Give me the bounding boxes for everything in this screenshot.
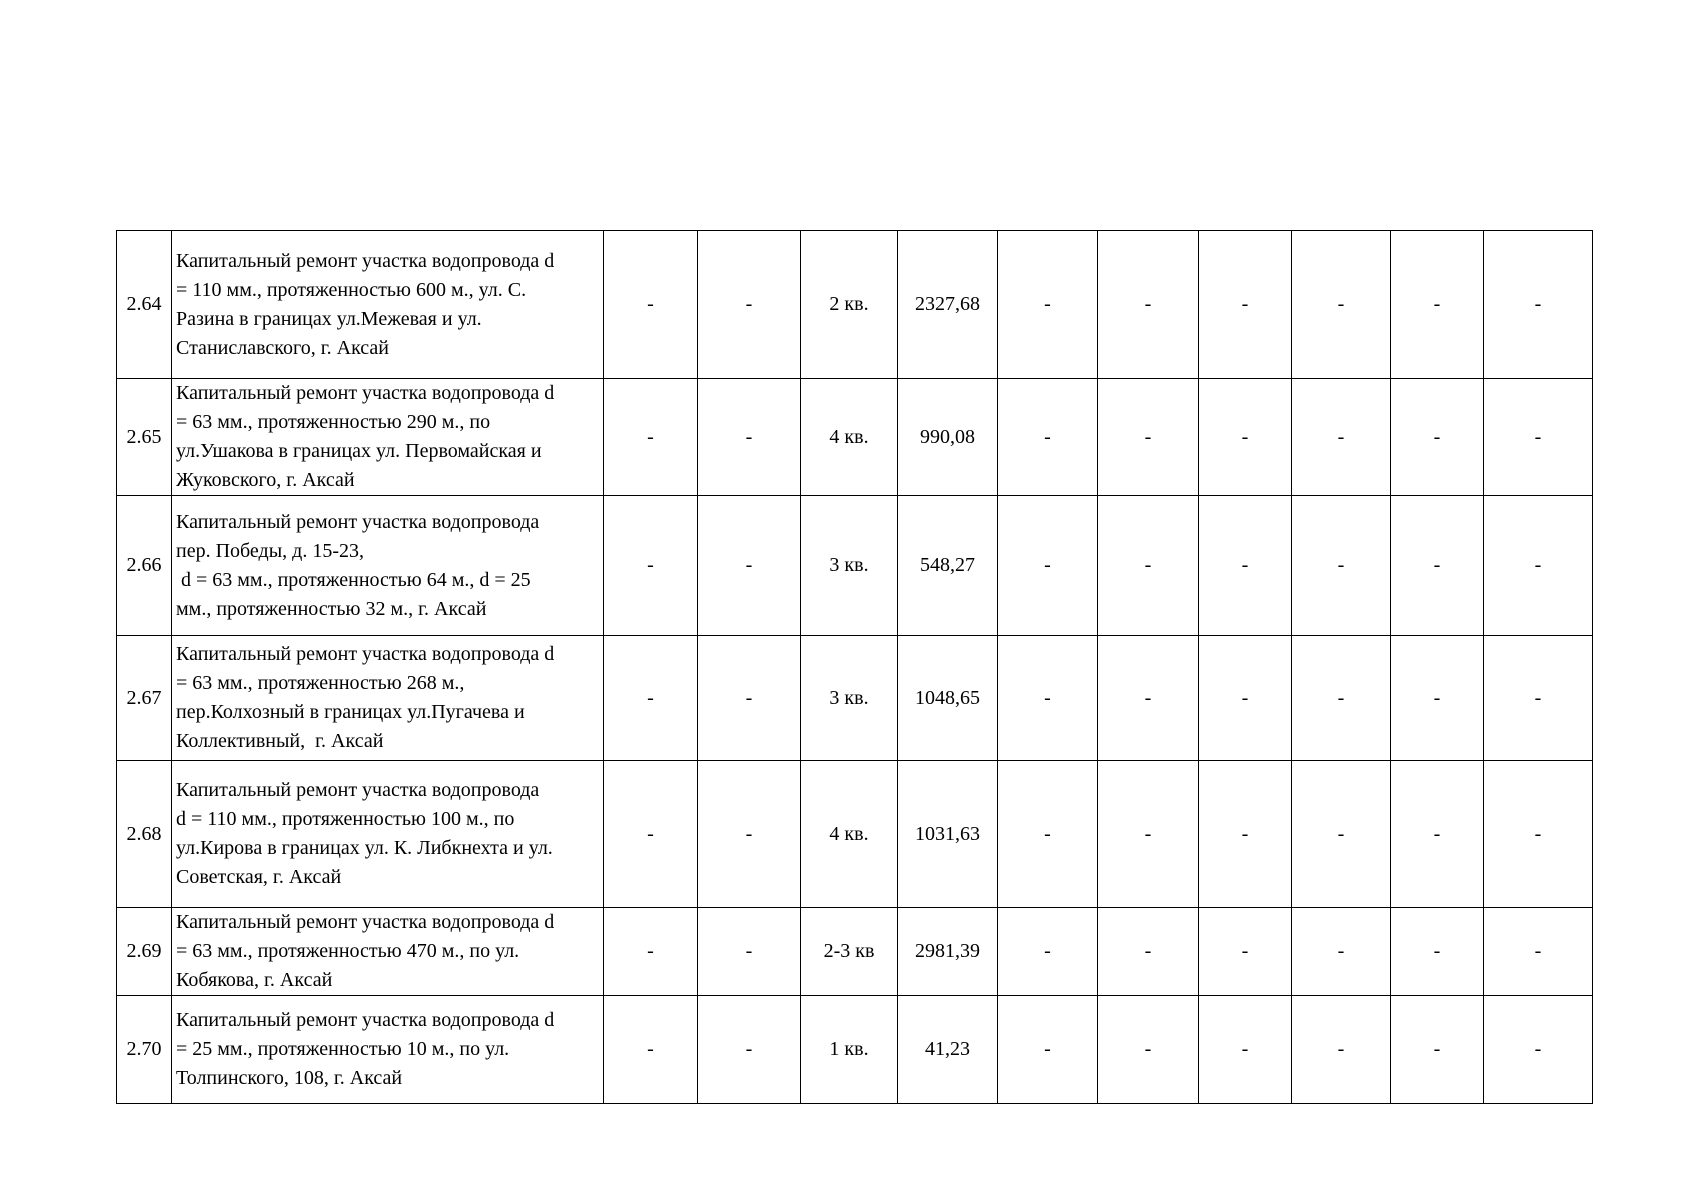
cell-col-10: - — [1484, 908, 1593, 996]
cell-amount: 2327,68 — [898, 231, 998, 379]
cell-period: 3 кв. — [801, 496, 898, 636]
cell-col-7: - — [1199, 636, 1292, 761]
cell-col-8: - — [1292, 761, 1391, 908]
cell-col-8: - — [1292, 379, 1391, 496]
cell-col-6: - — [1098, 636, 1199, 761]
row-number: 2.70 — [117, 996, 172, 1104]
cell-col-2: - — [698, 908, 801, 996]
cell-amount: 1031,63 — [898, 761, 998, 908]
cell-col-8: - — [1292, 496, 1391, 636]
cell-col-7: - — [1199, 908, 1292, 996]
cell-col-10: - — [1484, 379, 1593, 496]
cell-period: 2 кв. — [801, 231, 898, 379]
cell-col-6: - — [1098, 231, 1199, 379]
work-description: Капитальный ремонт участка водопровода d = 63 мм., протяженностью 470 м., по ул. Кобякова, г. Аксай — [172, 908, 604, 996]
cell-col-9: - — [1391, 908, 1484, 996]
cell-col-2: - — [698, 496, 801, 636]
cell-col-2: - — [698, 231, 801, 379]
cell-col-7: - — [1199, 496, 1292, 636]
cell-col-1: - — [604, 636, 698, 761]
cell-col-1: - — [604, 761, 698, 908]
cell-col-9: - — [1391, 379, 1484, 496]
works-table — [116, 230, 1593, 1104]
cell-col-5: - — [998, 636, 1098, 761]
row-number: 2.66 — [117, 496, 172, 636]
cell-period: 4 кв. — [801, 379, 898, 496]
cell-col-10: - — [1484, 996, 1593, 1104]
cell-period: 4 кв. — [801, 761, 898, 908]
cell-col-9: - — [1391, 231, 1484, 379]
cell-col-5: - — [998, 761, 1098, 908]
cell-period: 2-3 кв — [801, 908, 898, 996]
cell-col-5: - — [998, 496, 1098, 636]
cell-col-1: - — [604, 379, 698, 496]
cell-col-7: - — [1199, 761, 1292, 908]
cell-amount: 1048,65 — [898, 636, 998, 761]
row-number: 2.64 — [117, 231, 172, 379]
cell-col-9: - — [1391, 636, 1484, 761]
table-row — [117, 496, 1593, 636]
cell-col-1: - — [604, 496, 698, 636]
cell-col-5: - — [998, 908, 1098, 996]
row-number: 2.68 — [117, 761, 172, 908]
work-description: Капитальный ремонт участка водопровода пер. Победы, д. 15-23, d = 63 мм., протяженностью 64 м., d = 25 мм., протяженностью 32 м., г. Аксай — [172, 496, 604, 636]
row-number: 2.65 — [117, 379, 172, 496]
cell-amount: 2981,39 — [898, 908, 998, 996]
work-description: Капитальный ремонт участка водопровода d = 63 мм., протяженностью 290 м., по ул.Ушакова в границах ул. Первомайская и Жуковского, г. Аксай — [172, 379, 604, 496]
cell-col-9: - — [1391, 496, 1484, 636]
cell-amount: 548,27 — [898, 496, 998, 636]
cell-amount: 990,08 — [898, 379, 998, 496]
cell-col-2: - — [698, 636, 801, 761]
cell-col-5: - — [998, 379, 1098, 496]
table-row — [117, 379, 1593, 496]
cell-col-5: - — [998, 996, 1098, 1104]
work-description: Капитальный ремонт участка водопровода d = 25 мм., протяженностью 10 м., по ул. Толпинского, 108, г. Аксай — [172, 996, 604, 1104]
cell-col-9: - — [1391, 996, 1484, 1104]
cell-col-9: - — [1391, 761, 1484, 908]
table-row — [117, 908, 1593, 996]
cell-col-8: - — [1292, 231, 1391, 379]
table-row — [117, 231, 1593, 379]
work-description: Капитальный ремонт участка водопровода d = 110 мм., протяженностью 600 м., ул. С. Разина в границах ул.Межевая и ул. Станиславского, г. Аксай — [172, 231, 604, 379]
cell-col-6: - — [1098, 761, 1199, 908]
table-row — [117, 761, 1593, 908]
cell-col-10: - — [1484, 636, 1593, 761]
work-description: Капитальный ремонт участка водопровода d = 63 мм., протяженностью 268 м., пер.Колхозный в границах ул.Пугачева и Коллективный, г. Аксай — [172, 636, 604, 761]
cell-col-1: - — [604, 996, 698, 1104]
cell-col-5: - — [998, 231, 1098, 379]
work-description: Капитальный ремонт участка водопровода d = 110 мм., протяженностью 100 м., по ул.Кирова в границах ул. К. Либкнехта и ул. Советская, г. Аксай — [172, 761, 604, 908]
cell-period: 3 кв. — [801, 636, 898, 761]
cell-col-6: - — [1098, 996, 1199, 1104]
cell-col-1: - — [604, 231, 698, 379]
cell-col-10: - — [1484, 761, 1593, 908]
cell-col-6: - — [1098, 908, 1199, 996]
row-number: 2.67 — [117, 636, 172, 761]
cell-col-2: - — [698, 996, 801, 1104]
cell-col-7: - — [1199, 379, 1292, 496]
cell-col-2: - — [698, 379, 801, 496]
cell-col-6: - — [1098, 496, 1199, 636]
table-row — [117, 636, 1593, 761]
cell-col-2: - — [698, 761, 801, 908]
cell-col-10: - — [1484, 496, 1593, 636]
cell-col-1: - — [604, 908, 698, 996]
cell-col-7: - — [1199, 231, 1292, 379]
table-row — [117, 996, 1593, 1104]
cell-col-8: - — [1292, 636, 1391, 761]
cell-period: 1 кв. — [801, 996, 898, 1104]
cell-col-7: - — [1199, 996, 1292, 1104]
cell-col-10: - — [1484, 231, 1593, 379]
cell-col-8: - — [1292, 908, 1391, 996]
cell-col-8: - — [1292, 996, 1391, 1104]
cell-col-6: - — [1098, 379, 1199, 496]
cell-amount: 41,23 — [898, 996, 998, 1104]
row-number: 2.69 — [117, 908, 172, 996]
